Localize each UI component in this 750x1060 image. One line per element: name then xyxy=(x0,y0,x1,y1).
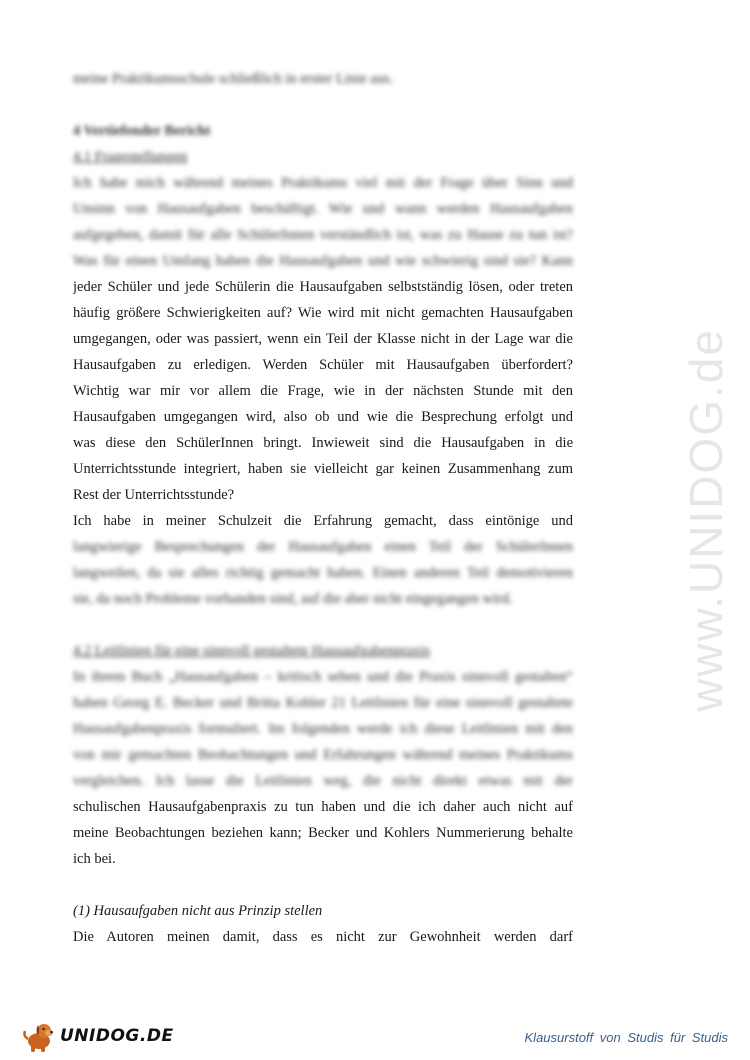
text-line: Rest der Unterrichtsstunde? xyxy=(73,487,235,503)
watermark xyxy=(676,280,736,760)
text-line: umgegangen, oder was passiert, wenn ein Teil der Klasse nicht in der Lage war die xyxy=(73,331,573,347)
text-line: von mir gemachten Beobachtungen und Erfahrungen während meines Praktikums xyxy=(73,747,573,763)
dog-icon xyxy=(22,1019,58,1053)
text-line: meine Praktikumsschule schließlich in erster Linie aus. xyxy=(73,71,394,87)
text-line: langweilen, da sie alles richtig gemacht haben. Einen anderen Teil demotivieren xyxy=(73,565,573,581)
text-line: Was für einen Umfang haben die Hausaufgaben und wie schwierig sind sie? Kann xyxy=(73,253,573,269)
text-line: schulischen Hausaufgabenpraxis zu tun haben und die ich daher auch nicht auf xyxy=(73,799,573,815)
text-line: meine Beobachtungen beziehen kann; Becker und Kohlers Nummerierung behalte xyxy=(73,825,573,841)
text-line: ich bei. xyxy=(73,851,116,867)
paragraph-gap xyxy=(73,92,573,118)
text-line: Wichtig war mir vor allem die Frage, wie in der nächsten Stunde mit den xyxy=(73,383,573,399)
logo-text: UNIDOG.DE xyxy=(60,1026,174,1046)
text-line: In ihrem Buch „Hausaufgaben – kritisch sehen und die Praxis sinnvoll gestalten“ xyxy=(73,669,573,685)
text-line: Ich habe mich während meines Praktikums viel mit der Frage über Sinn und xyxy=(73,175,573,191)
subsection-heading: 4.2 Leitlinien für eine sinnvoll gestaltete Hausaufgabenpraxis xyxy=(73,643,431,659)
text-line: Unsinn von Hausaufgaben beschäftigt. Wie und wann werden Hausaufgaben xyxy=(73,201,573,217)
text-line: Die Autoren meinen damit, dass es nicht zur Gewohnheit werden darf xyxy=(73,929,573,945)
text-line: Hausaufgaben umgegangen wird, also ob und wie die Besprechung erfolgt und xyxy=(73,409,573,425)
document-body xyxy=(73,66,573,950)
section-heading: 4 Vertiefender Bericht xyxy=(73,123,211,139)
unidog-logo[interactable] xyxy=(22,1016,174,1056)
guideline-heading: (1) Hausaufgaben nicht aus Prinzip stellen xyxy=(73,903,323,919)
footer-tagline: Klausurstoff von Studis für Studis xyxy=(524,1030,728,1045)
text-line: haben Georg E. Becker und Britta Kohler 21 Leitlinien für eine sinnvoll gestaltete xyxy=(73,695,573,711)
paragraph-gap xyxy=(73,872,573,898)
paragraph-gap xyxy=(73,612,573,638)
text-line: Hausaufgabenpraxis formuliert. Im folgenden werde ich diese Leitlinien mit den xyxy=(73,721,573,737)
text-line: Unterrichtsstunde integriert, haben sie vielleicht gar keinen Zusammenhang zum xyxy=(73,461,573,477)
subsection-heading: 4.1 Fragestellungen xyxy=(73,149,188,165)
text-line: vergleichen. Ich lasse die Leitlinien weg, die nicht direkt etwas mit der xyxy=(73,773,573,789)
text-line: jeder Schüler und jede Schülerin die Hausaufgaben selbstständig lösen, oder treten xyxy=(73,279,573,295)
text-line: sie, da noch Probleme vorhanden sind, auf die aber nicht eingegangen wird. xyxy=(73,591,513,607)
text-line: aufgegeben, damit für alle SchülerInnen verständlich ist, was zu Hause zu tun ist? xyxy=(73,227,573,243)
text-line: häufig größere Schwierigkeiten auf? Wie wird mit nicht gemachten Hausaufgaben xyxy=(73,305,573,321)
watermark-text: www.UNIDOG.de xyxy=(680,328,733,712)
text-line: Ich habe in meiner Schulzeit die Erfahrung gemacht, dass eintönige und xyxy=(73,513,573,529)
text-line: Hausaufgaben zu erledigen. Werden Schüler mit Hausaufgaben überfordert? xyxy=(73,357,573,373)
text-line: langwierige Besprechungen der Hausaufgaben einen Teil der SchülerInnen xyxy=(73,539,573,555)
text-line: was diese den SchülerInnen bringt. Inwieweit sind die Hausaufgaben in die xyxy=(73,435,573,451)
